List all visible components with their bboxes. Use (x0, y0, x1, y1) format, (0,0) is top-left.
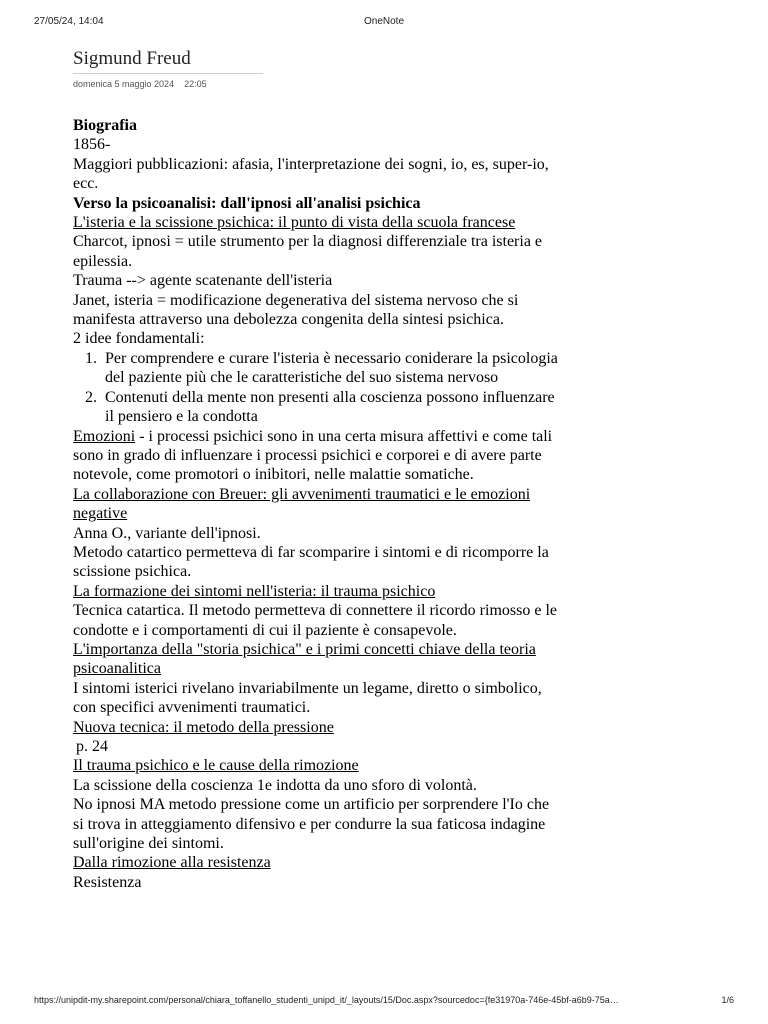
note-content[interactable] (73, 116, 563, 892)
page-reference: p. 24 (76, 738, 108, 755)
page-meta (73, 79, 207, 89)
birth-year: 1856- (73, 136, 111, 154)
tecnica-text: Tecnica catartica. Il metodo permetteva di connettere il ricordo rimosso e le condotte e i comportamenti di cui il paziente è consapevole. (73, 602, 557, 639)
list-item: 2. Contenuti della mente non presenti alla coscienza possono influenzare il pensiero e la condotta (101, 388, 563, 427)
resistenza-heading: Dalla rimozione alla resistenza (73, 854, 271, 872)
section-heading: Verso la psicoanalisi: dall'ipnosi all'analisi psichica (73, 194, 421, 212)
page-time: 22:05 (184, 79, 207, 89)
scissione-text: La scissione della coscienza 1e indotta da uno sforo di volontà. (73, 776, 477, 794)
page-number: 1/6 (721, 995, 734, 1005)
idee-list (73, 349, 563, 427)
rimozione-heading: Il trauma psichico e le cause della rimozione (73, 757, 359, 775)
catartico-text: Metodo catartico permetteva di far scomparire i sintomi e di ricomporre la scissione psichica. (73, 543, 549, 581)
emozioni-paragraph (73, 427, 563, 485)
storia-heading: L'importanza della "storia psichica" e i primi concetti chiave della teoria psicoanalitica (73, 640, 536, 678)
emozioni-label: Emozioni (73, 427, 136, 445)
heading-biografia: Biografia (73, 117, 137, 134)
anna-text: Anna O., variante dell'ipnosi. (73, 524, 261, 542)
isteria-heading: L'isteria e la scissione psichica: il punto di vista della scuola francese (73, 214, 516, 232)
list-item: 1. Per comprendere e curare l'isteria è necessario coniderare la psicologia del paziente più che le caratteristiche del suo sistema nervoso (101, 349, 563, 388)
page-date: domenica 5 maggio 2024 (73, 79, 175, 89)
charcot-text: Charcot, ipnosi = utile strumento per la diagnosi differenziale tra isteria e epilessia. (73, 233, 543, 270)
pressione-heading: Nuova tecnica: il metodo della pressione (73, 718, 334, 736)
page-title[interactable]: Sigmund Freud (73, 48, 263, 74)
sintomi-isterici-text: I sintomi isterici rivelano invariabilmente un legame, diretto o simbolico, con specifici avvenimenti traumatici. (73, 679, 542, 717)
print-url: https://unipdit-my.sharepoint.com/personal/chiara_toffanello_studenti_unipd_it/_layouts/15/Doc.aspx?sourcedoc={fe31970a-746e-45bf-a6b9-75a… (34, 995, 619, 1005)
idee-intro: 2 idee fondamentali: (73, 330, 205, 348)
print-app-name: OneNote (363, 16, 405, 27)
print-header (34, 16, 734, 30)
breuer-heading: La collaborazione con Breuer: gli avvenimenti traumatici e le emozioni negative (73, 485, 531, 523)
resistenza-text: Resistenza (73, 873, 142, 891)
emozioni-text: - i processi psichici sono in una certa misura affettivi e come tali sono in grado di influenzare i processi psichici e corporei e di avere parte notevole, come promotori o inibitori, nelle malattie somatiche. (73, 427, 553, 484)
print-date: 27/05/24, 14:04 (34, 16, 104, 27)
trauma-text: Trauma --> agente scatenante dell'isteria (73, 272, 333, 290)
print-footer (34, 995, 734, 1009)
no-ipnosi-text: No ipnosi MA metodo pressione come un artificio per sorprendere l'Io che si trova in atteggiamento difensivo e per condurre la sua faticosa indagine sull'origine dei sintomi. (73, 796, 550, 853)
sintomi-heading: La formazione dei sintomi nell'isteria: il trauma psichico (73, 582, 436, 600)
janet-text: Janet, isteria = modificazione degenerativa del sistema nervoso che si manifesta attraverso una debolezza congenita della sintesi psichica. (73, 291, 519, 329)
pubblicazioni-text: Maggiori pubblicazioni: afasia, l'interpretazione dei sogni, io, es, super-io, ecc. (73, 155, 549, 193)
